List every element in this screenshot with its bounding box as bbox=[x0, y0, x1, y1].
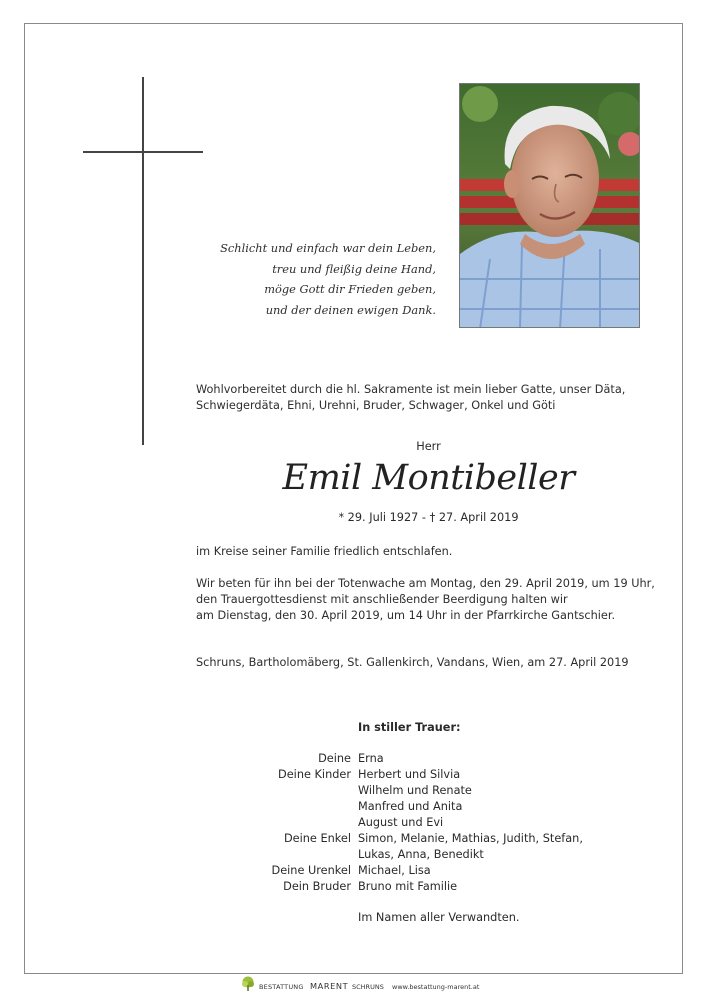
poem-line: treu und fleißig deine Hand, bbox=[272, 261, 436, 276]
mourner-names: Herbert und Silvia bbox=[358, 768, 461, 781]
mourner-names: Wilhelm und Renate bbox=[358, 784, 472, 797]
intro-line: Wohlvorbereitet durch die hl. Sakramente ist mein lieber Gatte, unser Däta, bbox=[196, 383, 626, 396]
mourner-row bbox=[0, 799, 707, 815]
deceased-name: Emil Montibeller bbox=[282, 458, 575, 498]
poem-line: möge Gott dir Frieden geben, bbox=[264, 282, 436, 296]
mourner-relation: Dein Bruder bbox=[283, 880, 351, 893]
tree-logo-icon bbox=[240, 976, 256, 994]
service-line: den Trauergottesdienst mit anschließender Beerdigung halten wir bbox=[196, 593, 568, 606]
mourners-list bbox=[0, 751, 707, 895]
mourner-relation: Deine Enkel bbox=[283, 832, 351, 845]
mourner-row bbox=[0, 815, 707, 831]
intro-text bbox=[196, 382, 625, 414]
mourner-relation: Deine Urenkel bbox=[271, 864, 351, 877]
mourner-names: Lukas, Anna, Benedikt bbox=[358, 848, 484, 861]
mourner-row bbox=[0, 847, 707, 863]
places-date: Schruns, Bartholomäberg, St. Gallenkirch, Vandans, Wien, am 27. April 2019 bbox=[196, 656, 629, 669]
closing-text: Im Namen aller Verwandten. bbox=[358, 911, 520, 924]
footer-label: BESTATTUNG bbox=[259, 983, 304, 991]
service-line: am Dienstag, den 30. April 2019, um 14 Uhr in der Pfarrkirche Gantschier. bbox=[196, 609, 616, 622]
intro-line: Schwiegerdäta, Ehni, Urehni, Bruder, Schwager, Onkel und Göti bbox=[196, 399, 556, 412]
mourner-names: Michael, Lisa bbox=[358, 864, 431, 877]
cross-icon-horizontal bbox=[83, 151, 203, 153]
mourner-names: Bruno mit Familie bbox=[358, 880, 458, 893]
mourner-row bbox=[0, 783, 707, 799]
mourner-names: Erna bbox=[358, 752, 384, 765]
footer-town: SCHRUNS bbox=[352, 983, 384, 991]
mourner-row bbox=[0, 767, 707, 783]
life-dates: * 29. Juli 1927 - † 27. April 2019 bbox=[338, 511, 519, 524]
salutation: Herr bbox=[416, 440, 441, 453]
mourner-row bbox=[0, 879, 707, 895]
footer-url[interactable]: www.bestattung-marent.at bbox=[392, 983, 480, 991]
mourner-relation: Deine bbox=[318, 752, 351, 765]
mourner-row bbox=[0, 863, 707, 879]
poem bbox=[220, 238, 436, 320]
mourner-relation: Deine Kinder bbox=[278, 768, 351, 781]
service-text bbox=[196, 576, 655, 624]
mourner-names: Simon, Melanie, Mathias, Judith, Stefan, bbox=[358, 832, 583, 845]
mourning-title: In stiller Trauer: bbox=[358, 721, 461, 734]
poem-line: und der deinen ewigen Dank. bbox=[265, 302, 436, 317]
passed-text: im Kreise seiner Familie friedlich entschlafen. bbox=[196, 545, 453, 558]
footer bbox=[0, 975, 707, 995]
portrait-photo bbox=[459, 83, 640, 328]
mourner-row bbox=[0, 831, 707, 847]
mourner-names: August und Evi bbox=[358, 816, 444, 829]
footer-brand: MARENT bbox=[310, 981, 349, 991]
mourner-row bbox=[0, 751, 707, 767]
poem-line: Schlicht und einfach war dein Leben, bbox=[220, 241, 436, 255]
cross-icon-vertical bbox=[142, 77, 144, 445]
service-line: Wir beten für ihn bei der Totenwache am Montag, den 29. April 2019, um 19 Uhr, bbox=[196, 577, 655, 590]
mourner-names: Manfred und Anita bbox=[358, 800, 463, 813]
